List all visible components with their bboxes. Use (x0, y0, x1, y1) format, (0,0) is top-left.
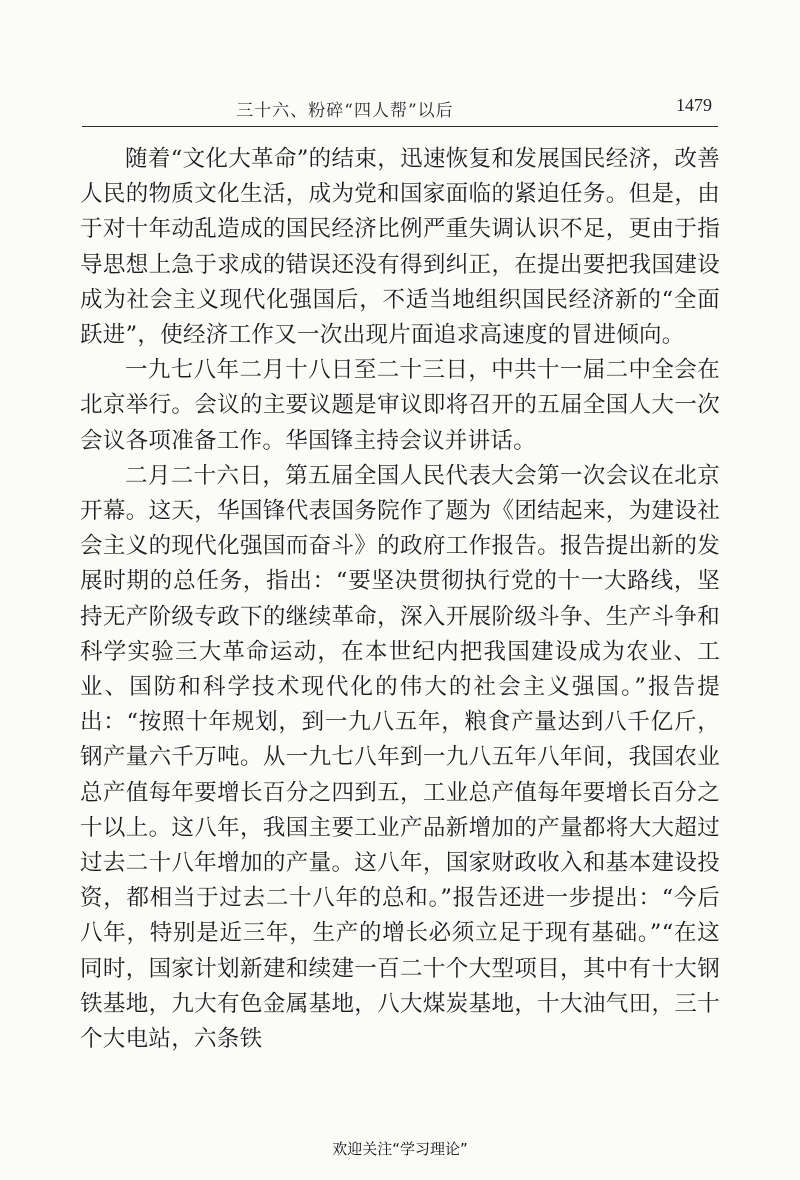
paragraph: 二月二十六日，第五届全国人民代表大会第一次会议在北京开幕。这天，华国锋代表国务院作了题为《团结起来，为建设社会主义的现代化强国而奋斗》的政府工作报告。报告提出新的发展时期的总任务，指出：“要坚决贯彻执行党的十一大路线，坚持无产阶级专政下的继续革命，深入开展阶级斗争、生产斗争和科学实验三大革命运动，在本世纪内把我国建设成为农业、工业、国防和科学技术现代化的伟大的社会主义强国。”报告提出：“按照十年规划，到一九八五年，粮食产量达到八千亿斤，钢产量六千万吨。从一九七八年到一九八五年八年间，我国农业总产值每年要增长百分之四到五，工业总产值每年要增长百分之十以上。这八年，我国主要工业产品新增加的产量都将大大超过过去二十八年增加的产量。这八年，国家财政收入和基本建设投资，都相当于过去二十八年的总和。”报告还进一步提出：“今后八年，特别是近三年，生产的增长必须立足于现有基础。”“在这同时，国家计划新建和续建一百二十个大型项目，其中有十大钢铁基地，九大有色金属基地，八大煤炭基地，十大油气田，三十个大电站，六条铁 (80, 462, 720, 1053)
body-text (80, 142, 720, 1057)
footer-note: 欢迎关注“学习理论” (332, 1140, 468, 1158)
chapter-title: 三十六、粉碎“四人帮”以后 (236, 101, 454, 121)
running-header (82, 92, 718, 127)
paragraph: 随着“文化大革命”的结束，迅速恢复和发展国民经济，改善人民的物质文化生活，成为党和国家面临的紧迫任务。但是，由于对十年动乱造成的国民经济比例严重失调认识不足，更由于指导思想上急于求成的错误还没有得到纠正，在提出要把我国建设成为社会主义现代化强国后，不适当地组织国民经济新的“全面跃进”，使经济工作又一次出现片面追求高速度的冒进倾向。 (80, 146, 720, 349)
page-number: 1479 (676, 95, 712, 115)
paragraph: 一九七八年二月十八日至二十三日，中共十一届二中全会在北京举行。会议的主要议题是审议即将召开的五届全国人大一次会议各项准备工作。华国锋主持会议并讲话。 (80, 357, 720, 454)
